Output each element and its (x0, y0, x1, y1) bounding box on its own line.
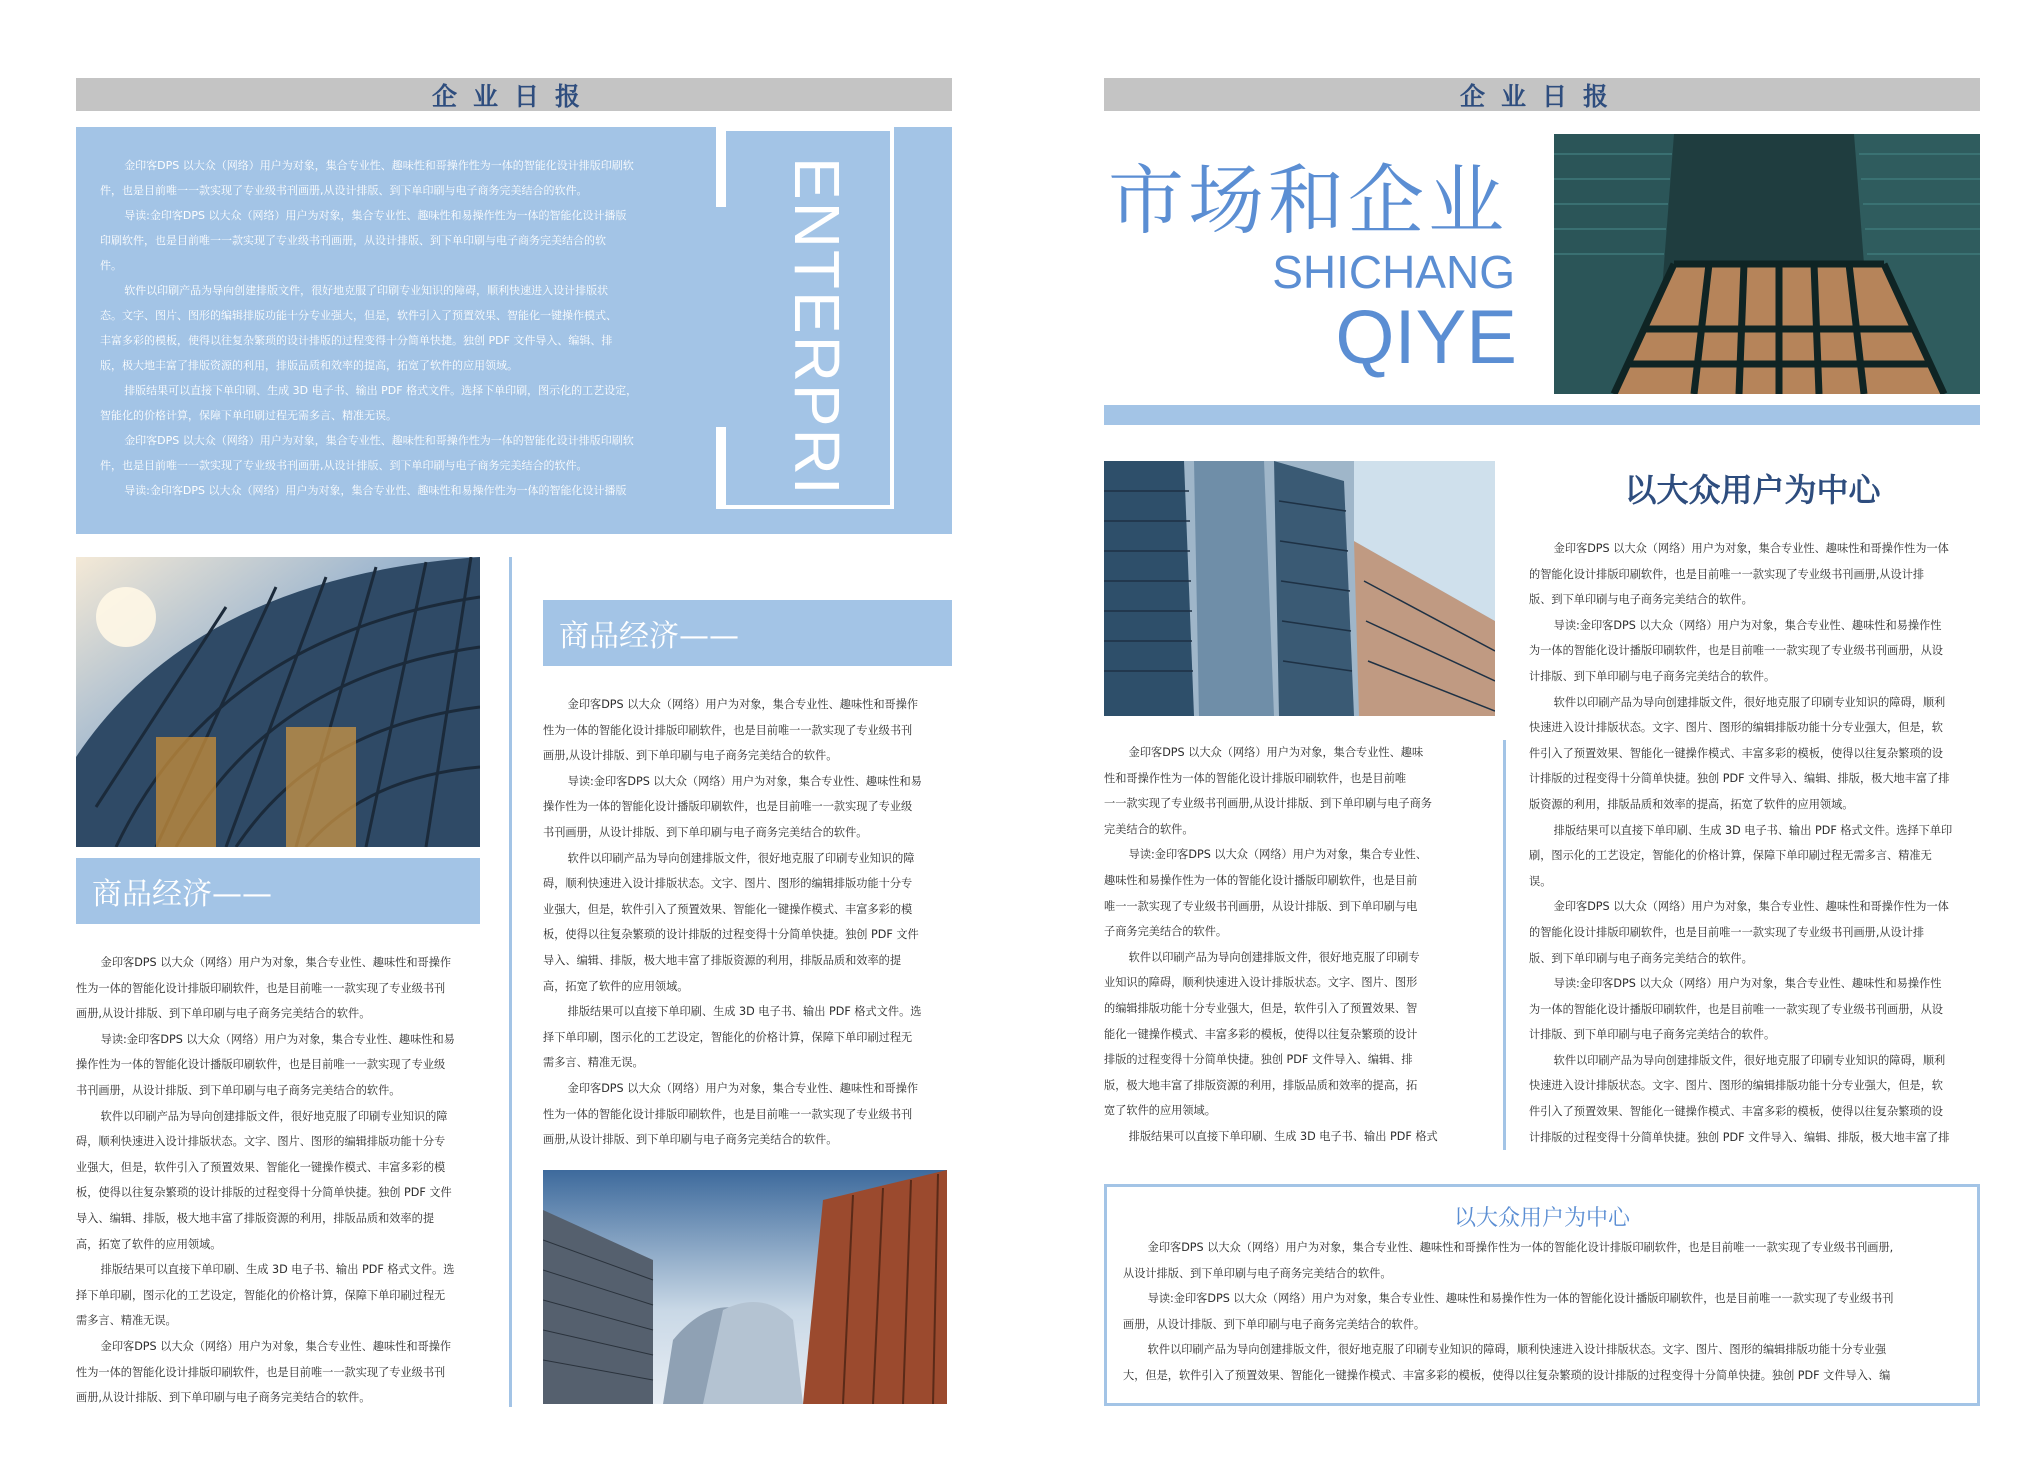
text-line: 业强大，但是，软件引入了预置效果、智能化一键操作模式、丰富多彩的模 (76, 1160, 446, 1174)
text-line: 需多言、精准无误。 (543, 1056, 644, 1070)
box-text (1123, 1235, 1963, 1389)
text-line: 计排版、到下单印刷与电子商务完美结合的软件。 (1529, 1028, 1776, 1042)
text-line: 金印客DPS 以大众（网络）用户为对象，集合专业性、趣味性和哥操作性为一体的智能化设计排版印刷软 (124, 434, 634, 447)
left-header-title: 企业日报 (431, 81, 596, 111)
text-line: 软件以印刷产品为导向创建排版文件，很好地克服了印刷专 (1128, 950, 1420, 964)
text-line: 性为一体的智能化设计排版印刷软件，也是目前唯一一款实现了专业级书刊 (543, 1107, 913, 1121)
text-line: 趣味性和易操作性为一体的智能化设计播版印刷软件，也是目前 (1104, 873, 1418, 887)
text-line: 板，使得以往复杂繁琐的设计排版的过程变得十分简单快捷。独创 PDF 文件 (543, 928, 919, 942)
text-line: 高，拓宽了软件的应用领域。 (76, 1237, 222, 1251)
text-line: 完美结合的软件。 (1104, 822, 1194, 836)
text-line: 导读:金印客DPS 以大众（网络）用户为对象，集合专业性、趣味性和易操作性 (1553, 618, 1942, 632)
text-line: 操作性为一体的智能化设计播版印刷软件，也是目前唯一一款实现了专业级 (76, 1058, 446, 1072)
text-line: 性为一体的智能化设计排版印刷软件，也是目前唯一一款实现了专业级书刊 (543, 723, 913, 737)
right-banner-text: 商品经济—— (559, 619, 739, 654)
text-line: 金印客DPS 以大众（网络）用户为对象，集合专业性、趣味性和哥操作 (100, 956, 452, 969)
right-column-divider (1503, 740, 1506, 1150)
left-banner-text: 商品经济—— (92, 877, 272, 912)
text-line: 性和哥操作性为一体的智能化设计排版印刷软件，也是目前唯 (1104, 771, 1407, 785)
text-line: 书刊画册，从设计排版、到下单印刷与电子商务完美结合的软件。 (76, 1083, 401, 1097)
text-line: 软件以印刷产品为导向创建排版文件，很好地克服了印刷专业知识的障碍，顺利 (1553, 1053, 1946, 1067)
text-line: 能化一键操作模式、丰富多彩的模板，使得以往复杂繁琐的设计 (1104, 1027, 1418, 1041)
text-line: 金印客DPS 以大众（网络）用户为对象，集合专业性、趣味性和哥操作 (567, 1081, 919, 1095)
text-line: 金印客DPS 以大众（网络）用户为对象，集合专业性、趣味性和哥操作性为一体的智能化设计排版印刷软件，也是目前唯一一款实现了专业级书刊画册, (1147, 1241, 1894, 1254)
text-line: 导读:金印客DPS 以大众（网络）用户为对象，集合专业性、趣味性和易操作性 (1553, 977, 1942, 991)
left-header-bar (76, 78, 952, 111)
left-section-banner (76, 858, 480, 924)
text-line: 态。文字、图片、图形的编辑排版功能十分专业强大，但是，软件引入了预置效果、智能化一键操作模式、 (100, 309, 617, 322)
text-line: 排版结果可以直接下单印刷、生成 3D 电子书、输出 PDF 格式 (1128, 1129, 1438, 1143)
middle-column-text (543, 692, 952, 1153)
text-line: 导读:金印客DPS 以大众（网络）用户为对象，集合专业性、趣味性和易操作性为一体的智能化设计播版印刷软件，也是目前唯一一款实现了专业级书刊 (1147, 1292, 1894, 1306)
text-line: 一一款实现了专业级书刊画册,从设计排版、到下单印刷与电子商务 (1104, 797, 1432, 811)
sub-title-2: QIYE (1335, 295, 1517, 380)
text-line: 丰富多彩的模板，使得以往复杂繁琐的设计排版的过程变得十分简单快捷。独创 PDF 文件导入、编辑、排 (100, 334, 613, 347)
skyscraper-image (1554, 134, 1980, 394)
right-header-title: 企业日报 (1459, 81, 1624, 111)
text-line: 版、到下单印刷与电子商务完美结合的软件。 (1529, 951, 1753, 965)
box-title: 以大众用户为中心 (1453, 1206, 1630, 1231)
text-line: 需多言、精准无误。 (76, 1314, 177, 1328)
reflective-buildings-image (1104, 461, 1495, 716)
text-line: 快速进入设计排版状态。文字、图片、图形的编辑排版功能十分专业强大，但是，软 (1529, 721, 1943, 735)
text-line: 导读:金印客DPS 以大众（网络）用户为对象，集合专业性、趣味性和易 (567, 774, 922, 788)
text-line: 版，极大地丰富了排版资源的利用，排版品质和效率的提高，拓宽了软件的应用领域。 (100, 359, 518, 372)
bracket-top (716, 127, 726, 207)
text-line: 画册,从设计排版、到下单印刷与电子商务完美结合的软件。 (543, 1133, 838, 1147)
right-section-banner (543, 600, 952, 666)
text-line: 性为一体的智能化设计排版印刷软件，也是目前唯一一款实现了专业级书刊 (76, 981, 446, 995)
text-line: 金印客DPS 以大众（网络）用户为对象，集合专业性、趣味性和哥操作 (100, 1339, 452, 1353)
text-line: 件，也是目前唯一一款实现了专业级书刊画册,从设计排版、到下单印刷与电子商务完美结合的软件。 (100, 184, 588, 197)
right-header-bar (1104, 78, 1980, 111)
text-line: 软件以印刷产品为导向创建排版文件，很好地克服了印刷专业知识的障碍，顺利快速进入设计排版状态。文字、图片、图形的编辑排版功能十分专业强 (1147, 1343, 1887, 1357)
text-line: 版、到下单印刷与电子商务完美结合的软件。 (1529, 593, 1753, 607)
right-side-column-text (1529, 536, 1980, 1150)
text-line: 智能化的价格计算，保障下单印刷过程无需多言、精准无误。 (100, 409, 397, 422)
intro-block (76, 127, 952, 534)
text-line: 版资源的利用，排版品质和效率的提高，拓宽了软件的应用领域。 (1529, 797, 1854, 811)
text-line: 排版的过程变得十分简单快捷。独创 PDF 文件导入、编辑、排 (1104, 1053, 1413, 1067)
text-line: 排版结果可以直接下单印刷、生成 3D 电子书、输出 PDF 格式文件。选 (100, 1263, 455, 1277)
text-line: 件，也是目前唯一一款实现了专业级书刊画册,从设计排版、到下单印刷与电子商务完美结合的软件。 (100, 459, 588, 472)
towers-image (543, 1170, 947, 1404)
text-line: 导入、编辑、排版，极大地丰富了排版资源的利用，排版品质和效率的提 (543, 953, 902, 967)
section-title: 以大众用户为中心 (1624, 471, 1881, 509)
text-line: 导读:金印客DPS 以大众（网络）用户为对象，集合专业性、趣味性和易操作性为一体的智能化设计播版 (124, 484, 627, 497)
text-line: 为一体的智能化设计播版印刷软件，也是目前唯一一款实现了专业级书刊画册，从设 (1529, 1002, 1943, 1016)
text-line: 排版结果可以直接下单印刷、生成 3D 电子书、输出 PDF 格式文件。选择下单印 (1553, 823, 1953, 837)
text-line: 软件以印刷产品为导向创建排版文件，很好地克服了印刷专业知识的障碍，顺利快速进入设计排版状 (124, 284, 609, 297)
text-line: 计排版的过程变得十分简单快捷。独创 PDF 文件导入、编辑、排版，极大地丰富了排 (1529, 772, 1950, 786)
column-divider (509, 557, 512, 1407)
text-line: 画册，从设计排版、到下单印刷与电子商务完美结合的软件。 (1123, 1317, 1426, 1331)
text-line: 书刊画册，从设计排版、到下单印刷与电子商务完美结合的软件。 (543, 825, 868, 839)
text-line: 软件以印刷产品为导向创建排版文件，很好地克服了印刷专业知识的障 (100, 1109, 448, 1123)
text-line: 印刷软件，也是目前唯一一款实现了专业级书刊画册，从设计排版、到下单印刷与电子商务完美结合的软 (100, 234, 606, 247)
right-accent-bar (1104, 405, 1980, 425)
text-line: 板，使得以往复杂繁琐的设计排版的过程变得十分简单快捷。独创 PDF 文件 (76, 1186, 452, 1200)
text-line: 高，拓宽了软件的应用领域。 (543, 979, 689, 993)
text-line: 导读:金印客DPS 以大众（网络）用户为对象，集合专业性、趣味性和易操作性为一体的智能化设计播版 (124, 209, 627, 222)
left-column-text (76, 950, 480, 1411)
bracket-gap (726, 207, 730, 427)
text-line: 金印客DPS 以大众（网络）用户为对象，集合专业性、趣味性和哥操作性为一体 (1553, 900, 1949, 914)
text-line: 择下单印刷，图示化的工艺设定，智能化的价格计算，保障下单印刷过程无 (76, 1288, 446, 1302)
text-line: 择下单印刷，图示化的工艺设定，智能化的价格计算，保障下单印刷过程无 (543, 1030, 913, 1044)
sub-title-1: SHICHANG (1272, 246, 1515, 298)
text-line: 为一体的智能化设计播版印刷软件，也是目前唯一一款实现了专业级书刊画册，从设 (1529, 644, 1943, 658)
text-line: 软件以印刷产品为导向创建排版文件，很好地克服了印刷专业知识的障 (567, 851, 915, 865)
text-line: 唯一一款实现了专业级书刊画册，从设计排版、到下单印刷与电 (1104, 899, 1418, 913)
text-line: 操作性为一体的智能化设计播版印刷软件，也是目前唯一一款实现了专业级 (543, 800, 913, 814)
text-line: 计排版的过程变得十分简单快捷。独创 PDF 文件导入、编辑、排版，极大地丰富了排 (1529, 1130, 1950, 1144)
big-title: 市场和企业 (1108, 156, 1508, 245)
text-line: 画册,从设计排版、到下单印刷与电子商务完美结合的软件。 (76, 1007, 371, 1021)
text-line: 计排版、到下单印刷与电子商务完美结合的软件。 (1529, 669, 1776, 683)
text-line: 金印客DPS 以大众（网络）用户为对象，集合专业性、趣味 (1128, 746, 1424, 759)
text-line: 导读:金印客DPS 以大众（网络）用户为对象，集合专业性、 (1128, 848, 1427, 862)
text-line: 的编辑排版功能十分专业强大，但是，软件引入了预置效果、智 (1104, 1001, 1418, 1015)
text-line: 金印客DPS 以大众（网络）用户为对象，集合专业性、趣味性和哥操作性为一体 (1553, 542, 1949, 555)
text-line: 导读:金印客DPS 以大众（网络）用户为对象，集合专业性、趣味性和易 (100, 1032, 455, 1046)
summary-box (1104, 1184, 1980, 1406)
text-line: 排版结果可以直接下单印刷、生成 3D 电子书、输出 PDF 格式文件。选择下单印刷，图示化的工艺设定， (124, 384, 638, 397)
text-line: 性为一体的智能化设计排版印刷软件，也是目前唯一一款实现了专业级书刊 (76, 1365, 446, 1379)
vertical-word: ENTERPRI (781, 157, 853, 497)
text-line: 业强大，但是，软件引入了预置效果、智能化一键操作模式、丰富多彩的模 (543, 902, 913, 916)
text-line: 金印客DPS 以大众（网络）用户为对象，集合专业性、趣味性和哥操作性为一体的智能化设计排版印刷软 (124, 159, 634, 172)
text-line: 件。 (100, 259, 122, 272)
text-line: 的智能化设计排版印刷软件，也是目前唯一一款实现了专业级书刊画册,从设计排 (1529, 567, 1925, 581)
right-mid-column-text (1104, 740, 1495, 1150)
text-line: 碍，顺利快速进入设计排版状态。文字、图片、图形的编辑排版功能十分专 (543, 877, 913, 891)
text-line: 从设计排版、到下单印刷与电子商务完美结合的软件。 (1123, 1266, 1392, 1280)
text-line: 画册,从设计排版、到下单印刷与电子商务完美结合的软件。 (76, 1391, 371, 1405)
text-line: 件引入了预置效果、智能化一键操作模式、丰富多彩的模板，使得以往复杂繁琐的设 (1529, 1105, 1943, 1119)
text-line: 画册,从设计排版、到下单印刷与电子商务完美结合的软件。 (543, 749, 838, 763)
text-line: 件引入了预置效果、智能化一键操作模式、丰富多彩的模板，使得以往复杂繁琐的设 (1529, 746, 1943, 760)
text-line: 误。 (1529, 874, 1552, 888)
curved-glass-image (76, 557, 480, 847)
text-line: 刷，图示化的工艺设定，智能化的价格计算，保障下单印刷过程无需多言、精准无 (1529, 849, 1932, 863)
text-line: 业知识的障碍，顺利快速进入设计排版状态。文字、图片、图形 (1104, 976, 1418, 990)
text-line: 导入、编辑、排版，极大地丰富了排版资源的利用，排版品质和效率的提 (76, 1211, 435, 1225)
text-line: 软件以印刷产品为导向创建排版文件，很好地克服了印刷专业知识的障碍，顺利 (1553, 695, 1946, 709)
intro-text (100, 153, 750, 503)
bracket-bottom (716, 427, 726, 509)
text-line: 的智能化设计排版印刷软件，也是目前唯一一款实现了专业级书刊画册,从设计排 (1529, 925, 1925, 939)
text-line: 碍，顺利快速进入设计排版状态。文字、图片、图形的编辑排版功能十分专 (76, 1135, 446, 1149)
text-line: 子商务完美结合的软件。 (1104, 925, 1228, 939)
text-line: 版，极大地丰富了排版资源的利用，排版品质和效率的提高，拓 (1104, 1078, 1418, 1092)
text-line: 宽了软件的应用领域。 (1104, 1104, 1216, 1118)
text-line: 快速进入设计排版状态。文字、图片、图形的编辑排版功能十分专业强大，但是，软 (1529, 1079, 1943, 1093)
text-line: 大，但是，软件引入了预置效果、智能化一键操作模式、丰富多彩的模板，使得以往复杂繁琐的设计排版的过程变得十分简单快捷。独创 PDF 文件导入、编 (1123, 1368, 1891, 1382)
text-line: 金印客DPS 以大众（网络）用户为对象，集合专业性、趣味性和哥操作 (567, 698, 919, 711)
text-line: 排版结果可以直接下单印刷、生成 3D 电子书、输出 PDF 格式文件。选 (567, 1005, 922, 1019)
